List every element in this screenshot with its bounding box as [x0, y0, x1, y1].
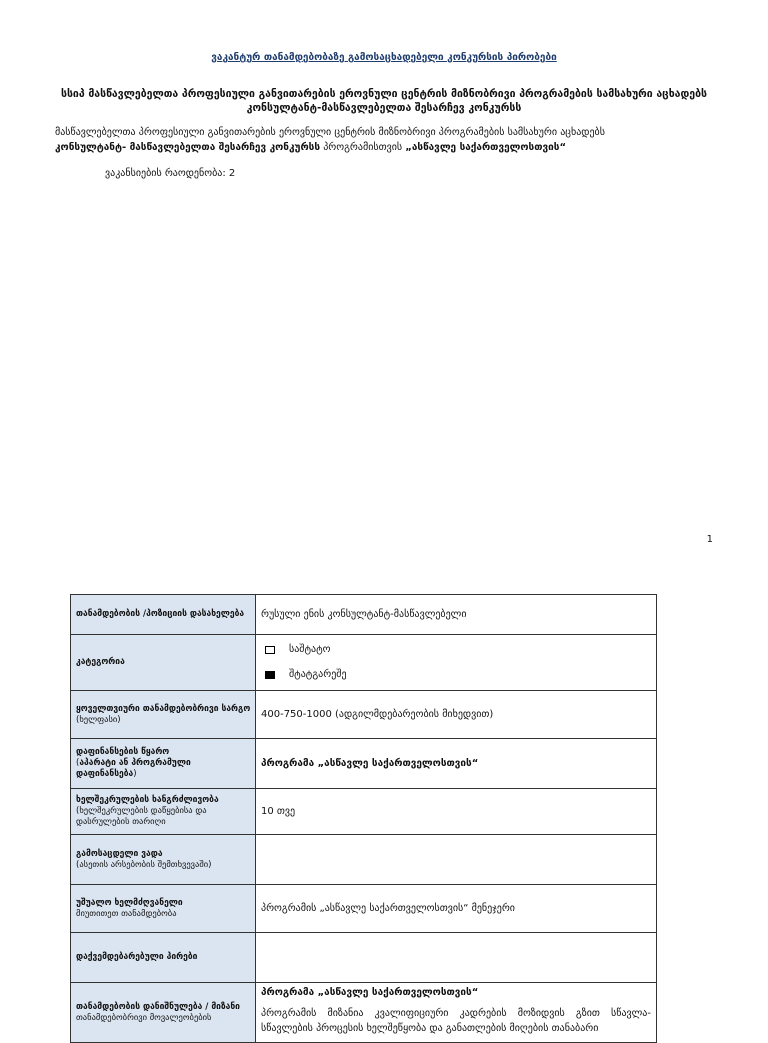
probation-label-cell	[71, 835, 256, 885]
table-row-subordinates	[71, 933, 657, 983]
table-row-position	[71, 595, 657, 635]
subtitle-line-1: სსიპ მასწავლებელთა პროფესიული განვითარების ეროვნული ცენტრის მიზნობრივი პროგრამების სამსახური აცხადებს	[61, 88, 707, 100]
category-options	[256, 635, 657, 691]
purpose-label: თანამდებობის დანიშნულება / მიზანი	[76, 1001, 240, 1012]
table-row-funding	[71, 739, 657, 789]
funding-label-cell	[71, 739, 256, 789]
funding-note-text: აპარატი ან პროგრამული დაფინანსება	[76, 758, 191, 779]
contract-label-note: (ხელშეკრულების დაწყებისა და დასრულების თარიღი	[76, 806, 207, 827]
intro-program-name: „ასწავლე საქართველოსთვის“	[405, 142, 567, 153]
intro-bold-text: კონსულტანტ- მასწავლებელთა შესარჩევ კონკურსს	[55, 142, 321, 153]
funding-value: პროგრამა „ასწავლე საქართველოსთვის“	[256, 739, 657, 789]
position-label-cell	[71, 595, 256, 635]
category-option-freelance[interactable]	[261, 662, 651, 687]
salary-label-cell	[71, 691, 256, 739]
funding-label-note	[76, 758, 251, 780]
table-row-supervisor	[71, 885, 657, 933]
intro-line-2	[55, 140, 735, 155]
document-title: ვაკანტურ თანამდებობაზე გამოსაცხადებელი კონკურსის პირობები	[211, 52, 557, 63]
checkbox-checked-icon[interactable]	[265, 671, 275, 679]
salary-value: 400-750-1000 (ადგილმდებარეობის მიხედვით)	[256, 691, 657, 739]
intro-line-1: მასწავლებელთა პროფესიული განვითარების ეროვნული ცენტრის მიზნობრივი პროგრამების სამსახური აცხადებს	[55, 127, 605, 138]
purpose-label-cell	[71, 983, 256, 1043]
supervisor-label-note: მიუთითეთ თანამდებობა	[76, 908, 177, 919]
purpose-body: პროგრამის მიზანია კვალიფიციური კადრების მოზიდვის გზით სწავლა-სწავლების პროცესის ხელშეწყობა და განათლების მიღების თანაბარი	[261, 1008, 651, 1034]
table-row-salary	[71, 691, 657, 739]
category-option-label: საშტატო	[289, 644, 331, 655]
category-option-staff[interactable]	[261, 638, 651, 662]
intro-normal-text: პროგრამისთვის	[320, 142, 406, 153]
position-value: რუსული ენის კონსულტანტ-მასწავლებელი	[256, 595, 657, 635]
funding-note-close: )	[133, 769, 137, 779]
purpose-value-cell	[256, 983, 657, 1043]
subordinates-value	[256, 933, 657, 983]
intro-paragraph	[55, 125, 735, 155]
contract-label-cell	[71, 789, 256, 835]
category-label-cell	[71, 635, 256, 691]
position-label: თანამდებობის /პოზიციის დასახელება	[76, 609, 245, 619]
probation-label: გამოსაცდელი ვადა	[76, 848, 163, 859]
page-number: 1	[706, 534, 713, 545]
contract-value: 10 თვე	[256, 789, 657, 835]
probation-value	[256, 835, 657, 885]
subordinates-label: დაქვემდებარებული პირები	[76, 952, 198, 962]
table-row-category	[71, 635, 657, 691]
funding-label: დაფინანსების წყარო	[76, 747, 170, 757]
salary-label-note: (ხელფასი)	[76, 714, 121, 725]
subtitle-line-2: კონსულტანტ-მასწავლებელთა შესარჩევ კონკურსს	[246, 102, 522, 114]
position-info-table	[70, 594, 657, 1043]
table-row-contract	[71, 789, 657, 835]
table-row-probation	[71, 835, 657, 885]
funding-note-open: (	[76, 758, 80, 768]
probation-label-note: (ასეთის არსებობის შემთხვევაში)	[76, 859, 212, 870]
purpose-heading: პროგრამა „ასწავლე საქართველოსთვის“	[261, 987, 479, 998]
supervisor-value: პროგრამის „ასწავლე საქართველოსთვის“ მენეჯერი	[256, 885, 657, 933]
contract-label: ხელშეკრულების ხანგრძლივობა	[76, 795, 219, 805]
salary-label: ყოველთვიური თანამდებობრივი სარგო	[76, 703, 251, 714]
category-option-label: შტატგარეშე	[289, 669, 347, 680]
table-row-purpose	[71, 983, 657, 1043]
supervisor-label: უშუალო ხელმძღვანელი	[76, 897, 183, 908]
supervisor-label-cell	[71, 885, 256, 933]
purpose-label-note: თანამდებობრივი მოვალეობების	[76, 1012, 212, 1023]
vacancies-count: ვაკანსიების რაოდენობა: 2	[105, 168, 236, 179]
category-label: კატეგორია	[76, 657, 125, 667]
document-subtitle	[40, 87, 728, 115]
checkbox-unchecked-icon[interactable]	[265, 646, 275, 654]
subordinates-label-cell	[71, 933, 256, 983]
